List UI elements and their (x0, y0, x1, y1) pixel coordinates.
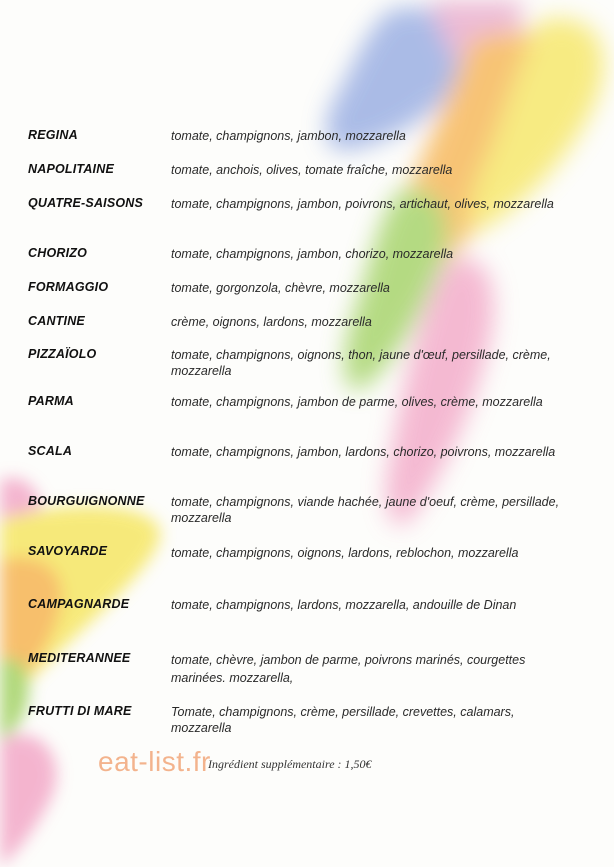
pizza-name: PIZZAÏOLO (28, 347, 97, 361)
pizza-name: REGINA (28, 128, 78, 142)
pizza-name: CAMPAGNARDE (28, 597, 130, 611)
pizza-ingredients: tomate, anchois, olives, tomate fraîche, mozzarella (171, 163, 453, 177)
pizza-name: BOURGUIGNONNE (28, 494, 145, 508)
pizza-name: MEDITERANNEE (28, 651, 131, 665)
pizza-ingredients: tomate, champignons, oignons, thon, jaune d'œuf, persillade, crème, mozzarella (171, 348, 551, 378)
pizza-ingredients: tomate, champignons, jambon de parme, olives, crème, mozzarella (171, 395, 543, 409)
pizza-ingredients: crème, oignons, lardons, mozzarella (171, 315, 372, 329)
pizza-ingredients: tomate, champignons, lardons, mozzarella, andouille de Dinan (171, 598, 517, 612)
pizza-ingredients: Tomate, champignons, crème, persillade, crevettes, calamars, mozzarella (171, 705, 515, 735)
pizza-ingredients: tomate, chèvre, jambon de parme, poivrons marinés, courgettes marinées. mozzarella, (171, 653, 526, 685)
pizza-name: CANTINE (28, 314, 85, 328)
watermark: eat-list.fr (98, 746, 211, 777)
pizza-name: SAVOYARDE (28, 544, 108, 558)
pizza-name: SCALA (28, 444, 73, 458)
pizza-name: PARMA (28, 394, 74, 408)
pizza-name: QUATRE-SAISONS (28, 196, 144, 210)
pizza-ingredients: tomate, champignons, oignons, lardons, reblochon, mozzarella (171, 546, 519, 560)
pizza-ingredients: tomate, champignons, jambon, chorizo, mozzarella (171, 247, 454, 261)
pizza-ingredients: tomate, champignons, jambon, lardons, chorizo, poivrons, mozzarella (171, 445, 556, 459)
pizza-ingredients: tomate, gorgonzola, chèvre, mozzarella (171, 281, 390, 295)
pizza-name: NAPOLITAINE (28, 162, 114, 176)
pizza-name: CHORIZO (28, 246, 88, 260)
pizza-ingredients: tomate, champignons, jambon, poivrons, artichaut, olives, mozzarella (171, 197, 554, 211)
pizza-name: FRUTTI DI MARE (28, 704, 132, 718)
supplement-note: Ingrédient supplémentaire : 1,50€ (208, 757, 372, 771)
pizza-name: FORMAGGIO (28, 280, 109, 294)
pizza-ingredients: tomate, champignons, jambon, mozzarella (171, 129, 406, 143)
pizza-ingredients: tomate, champignons, viande hachée, jaune d'oeuf, crème, persillade, mozzarella (171, 495, 560, 525)
